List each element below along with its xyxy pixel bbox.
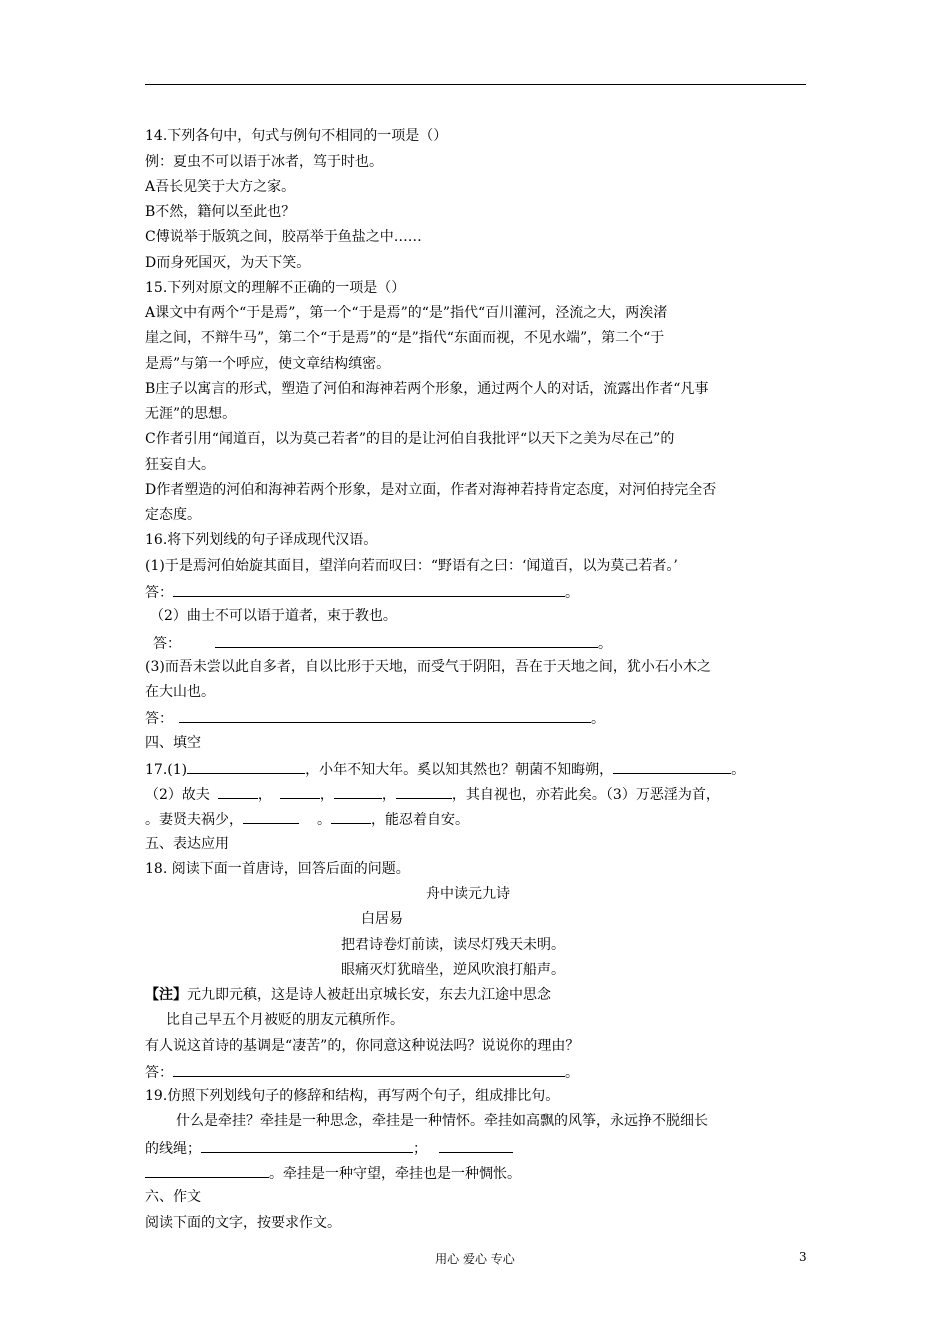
q17-line1: 17.(1) ，小年不知大年。奚以知其然也？朝菌不知晦朔， 。: [145, 759, 745, 779]
q19-line3: 。牵挂是一种守望，牵挂也是一种惆怅。: [145, 1163, 521, 1183]
q15-option-a-line1: A课文中有两个“于是焉”，第一个“于是焉”的“是”指代“百川灌河，泾流之大，两涘渚: [145, 305, 668, 321]
fill-blank[interactable]: [280, 784, 320, 799]
q14-option-d: D而身死国灭，为天下笑。: [145, 255, 311, 271]
answer-blank[interactable]: [215, 633, 598, 648]
q16-item-2: （2）曲士不可以语于道者，束于教也。: [150, 608, 397, 624]
fill-blank[interactable]: [243, 809, 299, 824]
q15-stem: 15.下列对原文的理解不正确的一项是（）: [145, 280, 406, 296]
answer-blank[interactable]: [179, 708, 591, 723]
q19-line1: 什么是牵挂？牵挂是一种思念，牵挂是一种情怀。牵挂如高飘的风筝，永远挣不脱细长: [176, 1113, 708, 1129]
q15-option-b-line2: 无涯”的思想。: [145, 406, 237, 422]
poem-note-line1: 【注】元九即元稹，这是诗人被赶出京城长安，东去九江途中思念: [145, 987, 551, 1003]
essay-instruction: 阅读下面的文字，按要求作文。: [145, 1215, 341, 1231]
period: 。: [565, 585, 579, 601]
q16-answer-3: [145, 708, 605, 728]
q16-answer-1: [145, 582, 579, 602]
q15-option-c-line1: C作者引用“闻道百，以为莫己若者”的目的是让河伯自我批评“以天下之美为尽在己”的: [145, 431, 675, 447]
section-essay: 六、作文: [145, 1189, 201, 1205]
answer-label: 答：: [145, 585, 173, 601]
period: 。: [591, 711, 605, 727]
footer-motto: 用心 爱心 专心: [435, 1252, 515, 1266]
q18-answer: [145, 1062, 579, 1082]
poem-title: 舟中读元九诗: [426, 886, 510, 902]
q14-option-b: B不然，籍何以至此也？: [145, 204, 296, 220]
poem-author: 白居易: [361, 911, 403, 927]
fill-blank[interactable]: [218, 784, 258, 799]
q19-line2: 的线绳； ；: [145, 1138, 513, 1158]
fill-blank[interactable]: [145, 1163, 269, 1178]
q17-line2: （2）故夫 ， ， ， ，其自视也，亦若此矣。（3）万恶淫为首，: [145, 784, 720, 804]
answer-blank[interactable]: [173, 1062, 565, 1077]
poem-line-2: 眼痛灭灯犹暗坐，逆风吹浪打船声。: [341, 962, 565, 978]
poem-note-line2: 比自己早五个月被贬的朋友元稹所作。: [166, 1012, 404, 1028]
q15-option-a-line2: 崖之间，不辩牛马”，第二个“于是焉”的“是”指代“东面而视，不见水端”，第二个“于: [145, 330, 665, 346]
answer-label: 答：: [145, 711, 173, 727]
fill-blank[interactable]: [334, 784, 382, 799]
q16-answer-2: [153, 633, 612, 653]
section-expression: 五、表达应用: [145, 836, 229, 852]
q16-item-3-line2: 在大山也。: [145, 684, 215, 700]
answer-label: 答：: [145, 1065, 173, 1081]
q14-stem: 14.下列各句中，句式与例句不相同的一项是（）: [145, 128, 448, 144]
fill-blank[interactable]: [201, 1138, 413, 1153]
q15-option-c-line2: 狂妄自大。: [145, 457, 215, 473]
q15-option-d-line2: 定态度。: [145, 507, 201, 523]
q16-item-3-line1: (3)而吾未尝以此自多者，自以比形于天地，而受气于阴阳，吾在于天地之间，犹小石小木之: [145, 659, 711, 675]
q14-example: 例：夏虫不可以语于冰者，笃于时也。: [145, 154, 383, 170]
q16-stem: 16.将下列划线的句子译成现代汉语。: [145, 532, 378, 548]
header-rule: [145, 84, 806, 85]
answer-label: 答：: [153, 636, 181, 652]
fill-blank[interactable]: [439, 1138, 513, 1153]
q19-stem: 19.仿照下列划线句子的修辞和结构，再写两个句子，组成排比句。: [145, 1088, 560, 1104]
q15-option-a-line3: 是焉”与第一个呼应，使文章结构缜密。: [145, 356, 391, 372]
section-fill-in: 四、填空: [145, 735, 201, 751]
period: 。: [598, 636, 612, 652]
q16-item-1: (1)于是焉河伯始旋其面目，望洋向若而叹曰：“野语有之曰：‘闻道百，以为莫己若者。’: [145, 558, 678, 574]
q15-option-b-line1: B庄子以寓言的形式，塑造了河伯和海神若两个形象，通过两个人的对话，流露出作者“凡事: [145, 381, 709, 397]
page-number: 3: [799, 1250, 807, 1264]
poem-line-1: 把君诗卷灯前读，读尽灯残天未明。: [341, 937, 565, 953]
note-tag: 【注】: [145, 987, 187, 1003]
q14-option-a: A吾长见笑于大方之家。: [145, 179, 296, 195]
fill-blank[interactable]: [396, 784, 452, 799]
answer-blank[interactable]: [173, 582, 565, 597]
fill-blank[interactable]: [187, 759, 305, 774]
fill-blank[interactable]: [331, 809, 371, 824]
q14-option-c: C傅说举于版筑之间，胶鬲举于鱼盐之中……: [145, 229, 422, 245]
fill-blank[interactable]: [613, 759, 731, 774]
q18-stem: 18. 阅读下面一首唐诗，回答后面的问题。: [145, 861, 410, 877]
period: 。: [565, 1065, 579, 1081]
q18-question: 有人说这首诗的基调是“凄苦”的，你同意这种说法吗？说说你的理由？: [145, 1038, 580, 1054]
q17-line3: 。妻贤夫祸少， 。 ，能忍着自安。: [145, 809, 469, 829]
q15-option-d-line1: D作者塑造的河伯和海神若两个形象，是对立面，作者对海神若持肯定态度，对河伯持完全否: [145, 482, 717, 498]
